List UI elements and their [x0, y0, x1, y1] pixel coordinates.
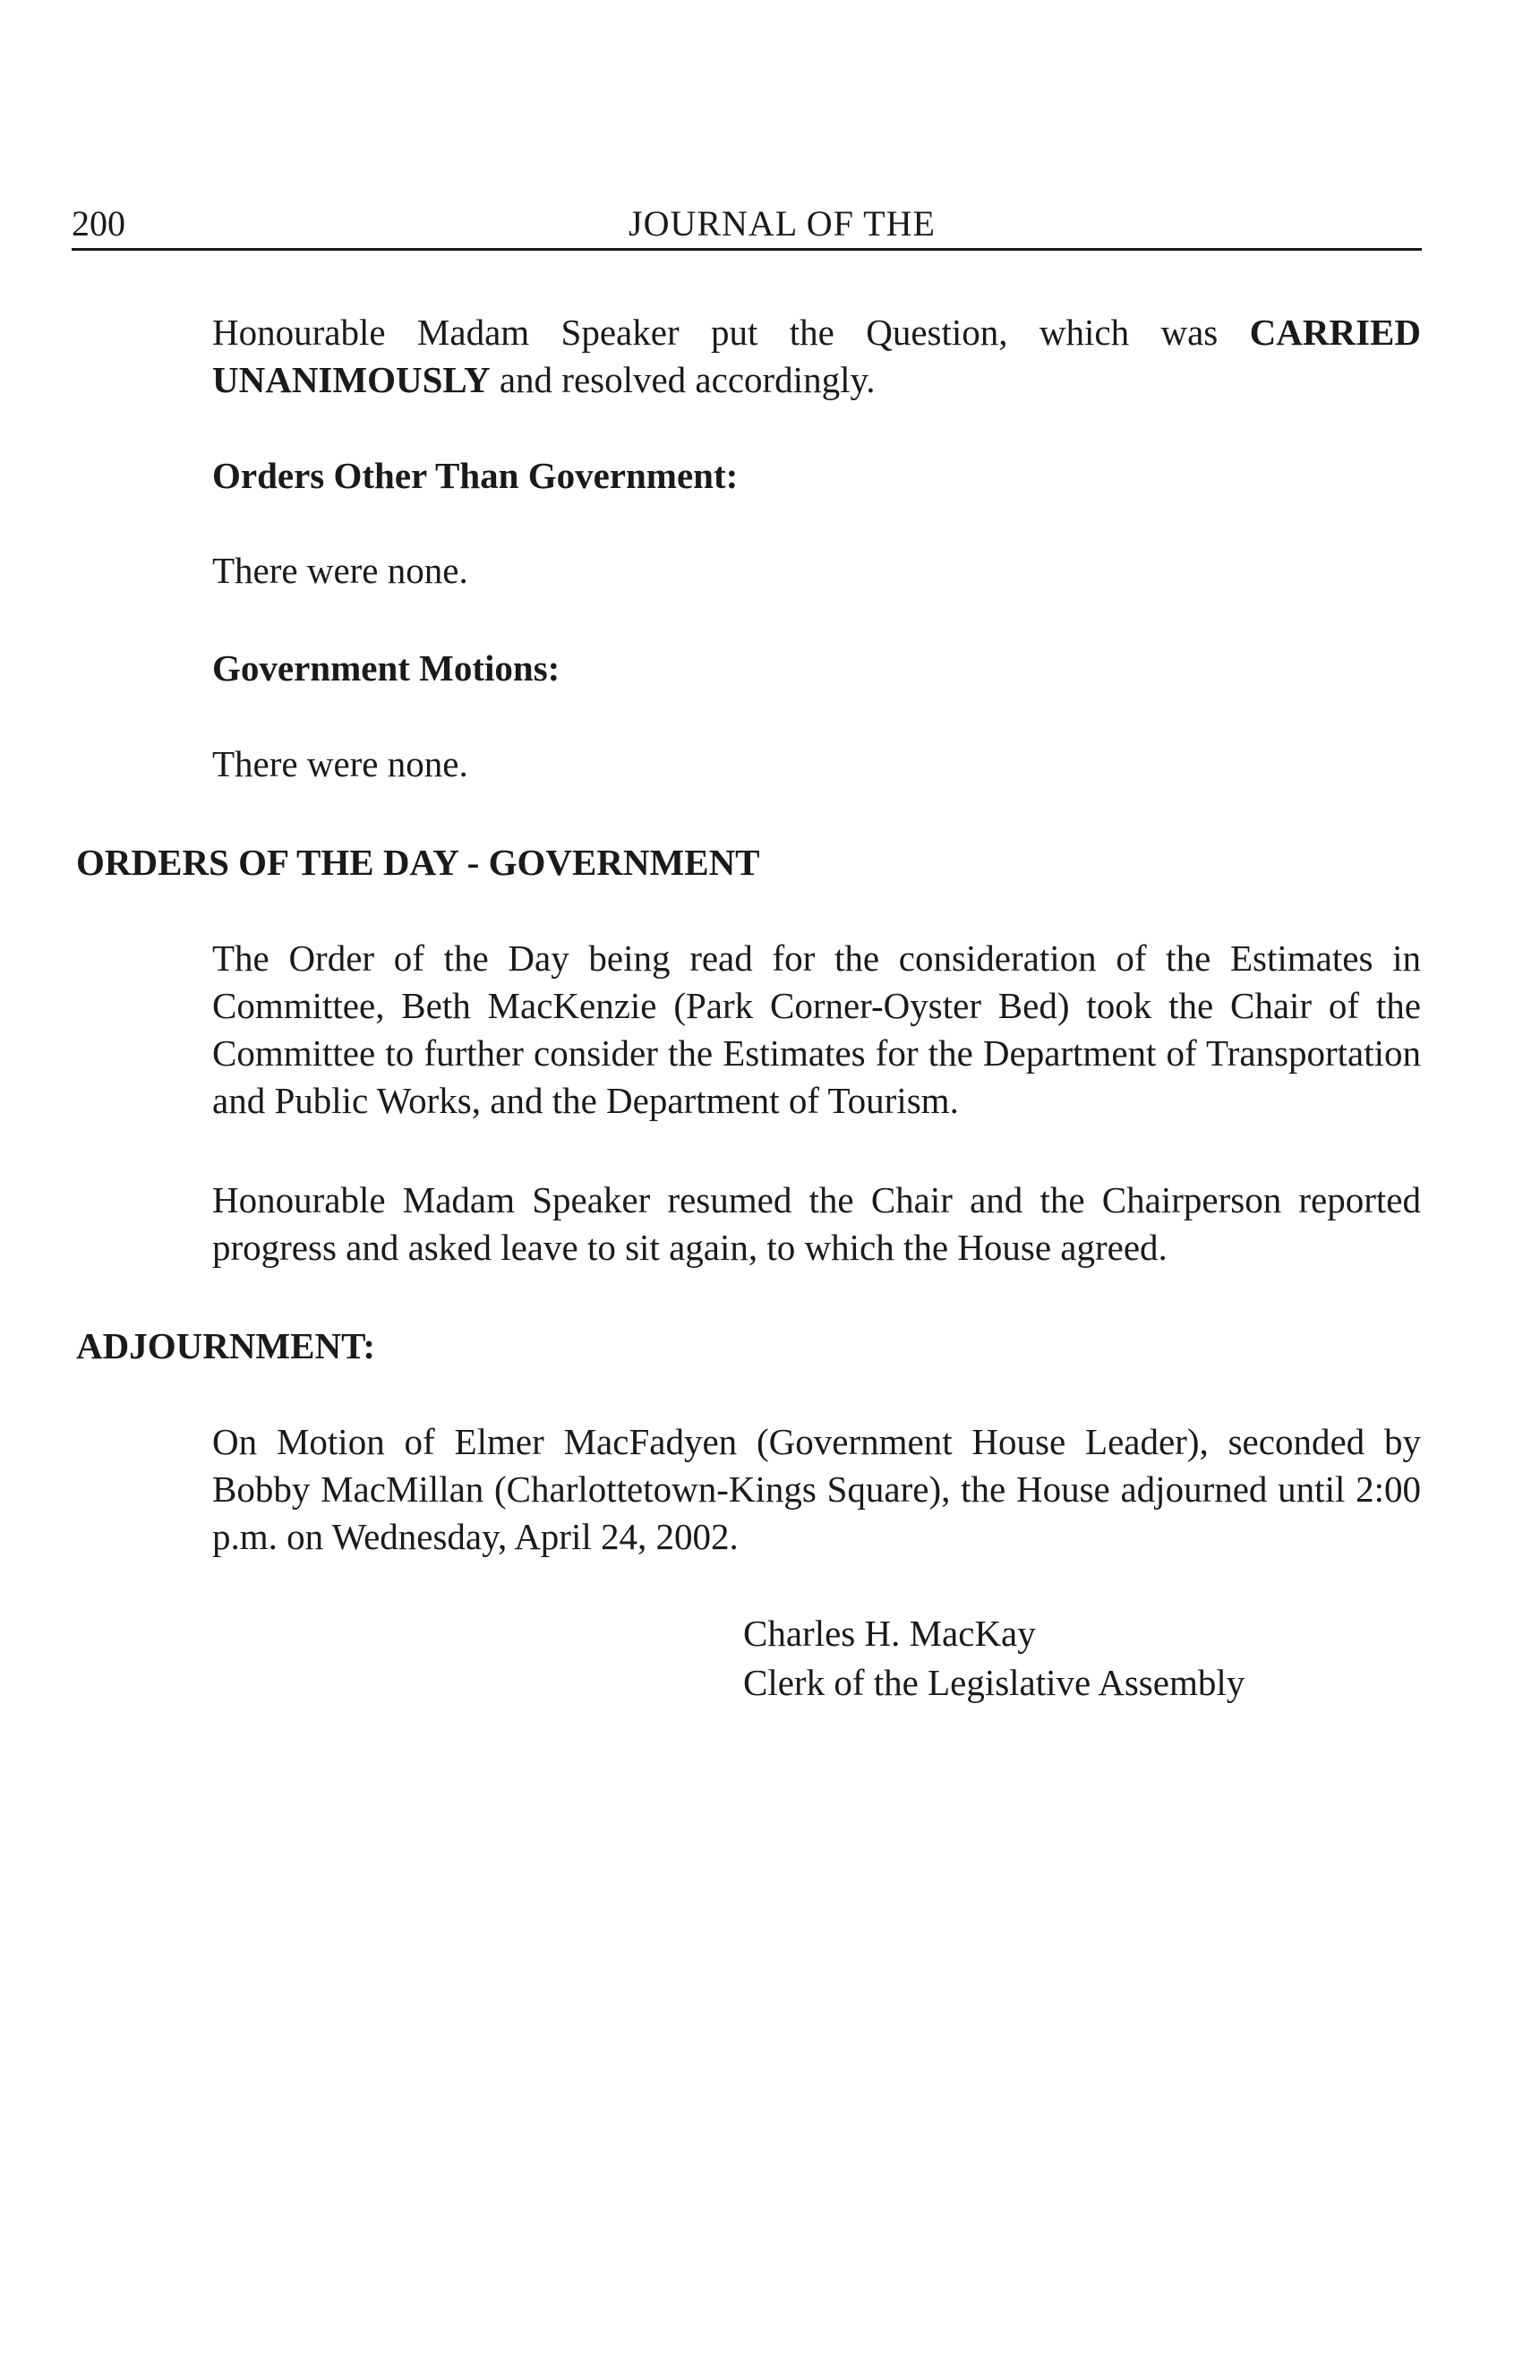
adjournment-paragraph: On Motion of Elmer MacFadyen (Government House Leader), seconded by Bobby MacMillan (Charlottetown-Kings Square), the House adjourned until 2:00 p.m. on Wednesday, April 24, 2002.: [212, 1421, 1421, 1557]
page-number: 200: [72, 203, 125, 244]
speaker-resumed-paragraph: Honourable Madam Speaker resumed the Chair and the Chairperson reported progress and asked leave to sit again, to which the House agreed.: [212, 1179, 1421, 1268]
government-motions-none-text: There were none.: [212, 743, 468, 784]
orders-other-than-government-heading: Orders Other Than Government:: [212, 455, 739, 496]
orders-of-the-day-heading: ORDERS OF THE DAY - GOVERNMENT: [76, 842, 760, 883]
adjournment-heading: ADJOURNMENT:: [76, 1325, 376, 1366]
carried-unanimously-bold: CARRIED UNANIMOUSLY: [212, 312, 1421, 400]
government-motions-heading: Government Motions:: [212, 647, 560, 689]
question-text-after: and resolved accordingly.: [490, 359, 876, 400]
page-header: [72, 201, 1422, 251]
signature-block: [743, 1609, 1245, 1708]
signature-name: Charles H. MacKay: [743, 1613, 1036, 1654]
signature-title: Clerk of the Legislative Assembly: [743, 1662, 1245, 1703]
question-carried-paragraph: [212, 309, 1421, 404]
question-text-before: Honourable Madam Speaker put the Question, which was: [212, 312, 1250, 353]
orders-of-the-day-paragraph: The Order of the Day being read for the consideration of the Estimates in Committee, Beth MacKenzie (Park Corner-Oyster Bed) took the Chair of the Committee to further consider the Estimates for the Department of Transportation and Public Works, and the Department of Tourism.: [212, 937, 1421, 1121]
running-head: JOURNAL OF THE: [629, 203, 936, 244]
orders-other-none-text: There were none.: [212, 550, 468, 591]
